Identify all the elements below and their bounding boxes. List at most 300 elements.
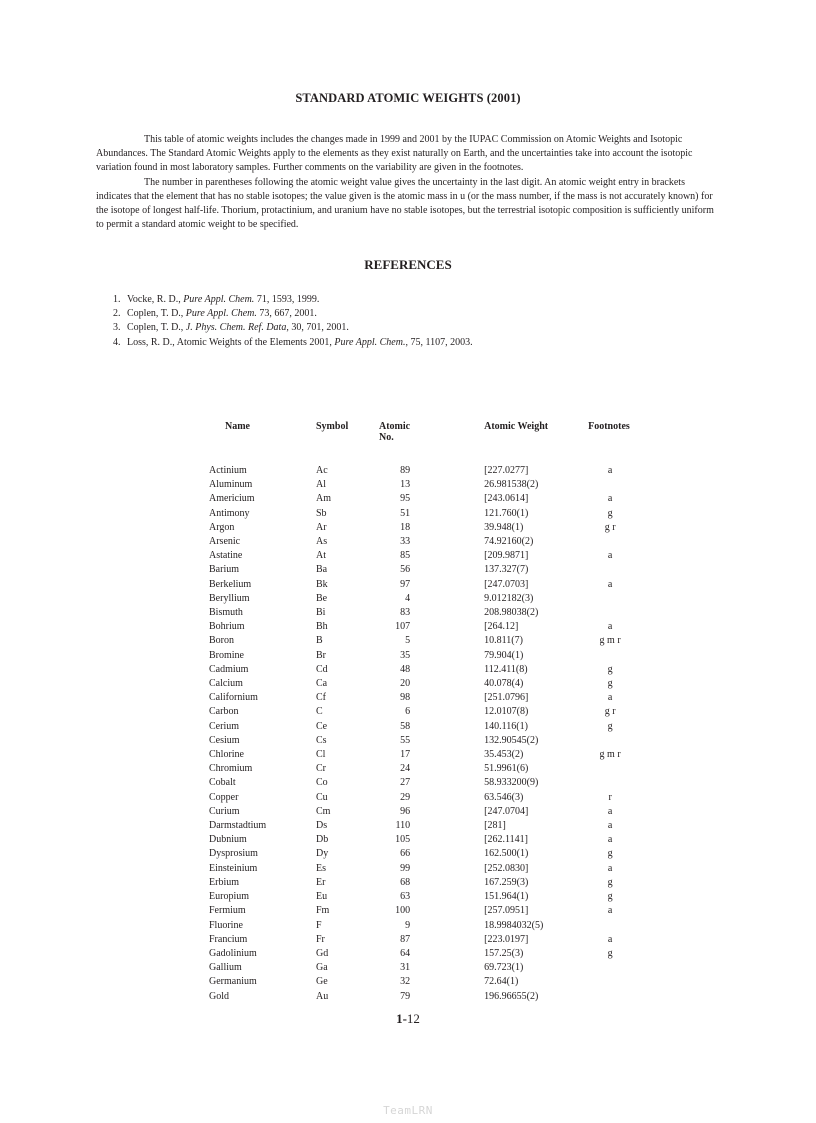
element-name: Calcium xyxy=(209,678,243,690)
column-gap xyxy=(410,734,484,748)
atomic-weight: 69.723(1) xyxy=(484,962,524,974)
reference-authors: Vocke, R. D., xyxy=(127,294,184,305)
element-name: Cesium xyxy=(209,734,240,746)
atomic-weights-table xyxy=(207,421,632,1004)
atomic-weight: 12.0107(8) xyxy=(484,706,529,718)
table-row xyxy=(207,919,632,933)
atomic-weight: [209.9871] xyxy=(484,550,529,562)
column-header-symbol: Symbol xyxy=(316,421,349,432)
page-number-value: 12 xyxy=(406,1011,420,1026)
atomic-weight: [281] xyxy=(484,820,506,832)
element-name: Boron xyxy=(209,635,234,647)
atomic-weight: 51.9961(6) xyxy=(484,763,529,775)
table-row xyxy=(207,975,632,989)
element-name: Americium xyxy=(209,493,255,505)
element-name: Cobalt xyxy=(209,777,236,789)
footnote-codes xyxy=(588,592,632,606)
column-gap xyxy=(410,492,484,506)
reference-journal: Pure Appl. Chem. xyxy=(185,308,257,320)
element-symbol: Au xyxy=(316,990,329,1002)
atomic-weight: 35.453(2) xyxy=(484,749,524,761)
element-symbol: Ca xyxy=(316,678,328,690)
element-symbol: Bk xyxy=(316,578,328,590)
element-name: Chlorine xyxy=(209,749,244,761)
element-name: Cerium xyxy=(209,720,239,732)
element-name: Erbium xyxy=(209,876,239,888)
element-name: Berkelium xyxy=(209,578,252,590)
atomic-weight: 151.964(1) xyxy=(484,891,529,903)
table-row xyxy=(207,521,632,535)
atomic-number: 51 xyxy=(400,507,411,519)
column-gap xyxy=(410,549,484,563)
atomic-weight: [223.0197] xyxy=(484,933,529,945)
atomic-weight: [264.12] xyxy=(484,621,519,633)
element-name: Astatine xyxy=(209,550,243,562)
table-row xyxy=(207,847,632,861)
footnote-codes xyxy=(588,776,632,790)
footnote-codes xyxy=(588,478,632,492)
footnote-codes xyxy=(588,762,632,776)
element-name: Carbon xyxy=(209,706,239,718)
element-symbol: Ce xyxy=(316,720,328,732)
atomic-number: 58 xyxy=(400,720,411,732)
reference-citation: 73, 667, 2001. xyxy=(256,308,317,320)
atomic-number: 18 xyxy=(400,521,411,533)
column-gap xyxy=(410,535,484,549)
atomic-number: 4 xyxy=(405,592,411,604)
footnote-codes: a xyxy=(607,905,613,917)
table-row xyxy=(207,677,632,691)
footnote-codes: g xyxy=(607,507,613,519)
element-symbol: Dy xyxy=(316,848,329,860)
column-gap xyxy=(410,890,484,904)
element-symbol: Al xyxy=(316,479,326,491)
atomic-number: 96 xyxy=(400,805,411,817)
footnote-codes: g r xyxy=(604,706,616,718)
element-name: Bromine xyxy=(209,649,244,661)
element-name: Einsteinium xyxy=(209,862,258,874)
table-row xyxy=(207,549,632,563)
element-symbol: C xyxy=(316,706,323,718)
atomic-weight: 112.411(8) xyxy=(484,663,528,675)
atomic-weight: [252.0830] xyxy=(484,862,529,874)
atomic-weight: 63.546(3) xyxy=(484,791,524,803)
element-name: Bohrium xyxy=(209,621,245,633)
atomic-weight: 9.012182(3) xyxy=(484,592,534,604)
element-symbol: Am xyxy=(316,493,331,505)
table-row xyxy=(207,933,632,947)
table-row xyxy=(207,464,632,478)
table-body xyxy=(207,464,632,1004)
footnote-codes: a xyxy=(607,834,613,846)
column-gap xyxy=(410,464,484,478)
footnote-codes: a xyxy=(607,621,613,633)
column-gap xyxy=(410,507,484,521)
element-name: Dubnium xyxy=(209,834,247,846)
atomic-weight: 157.25(3) xyxy=(484,947,524,959)
atomic-number: 33 xyxy=(400,536,411,548)
table-row xyxy=(207,805,632,819)
intro-paragraph-1: This table of atomic weights includes the changes made in 1999 and 2001 by the IUPAC Commission on Atomic Weights and Isotopic Abundances. The Standard Atomic Weights apply to the elements as they exist naturally on Earth, and the uncertainties take into account the isotopic variation found in most laboratory samples. Further comments on the variability are given in the footnotes. xyxy=(96,134,693,174)
column-gap xyxy=(410,876,484,890)
element-name: Dysprosium xyxy=(209,848,258,860)
column-gap xyxy=(410,634,484,648)
atomic-number: 48 xyxy=(400,663,411,675)
atomic-number: 5 xyxy=(405,635,411,647)
footnote-codes: g xyxy=(607,663,613,675)
footnote-codes: a xyxy=(607,578,613,590)
element-symbol: Cd xyxy=(316,663,328,675)
footnote-codes: a xyxy=(607,805,613,817)
element-symbol: Co xyxy=(316,777,328,789)
column-header-atomic-no: Atomic No. xyxy=(379,421,411,443)
atomic-weight: 74.92160(2) xyxy=(484,536,534,548)
footnote-codes xyxy=(588,975,632,989)
intro-paragraph-2: The number in parentheses following the atomic weight value gives the uncertainty in the last digit. An atomic weight entry in brackets indicates that the element that has no stable isotopes; the value given is the atomic mass in u (or the mass number, if the mass is not accurately known) for the isotope of longest half-life. Thorium, protactinium, and uranium have no stable isotopes, but the terrestrial isotopic composition is sufficiently uniform to permit a standard atomic weight to be specified. xyxy=(96,176,714,231)
atomic-weight: [262.1141] xyxy=(484,834,528,846)
footnote-codes xyxy=(588,919,632,933)
atomic-number: 24 xyxy=(400,763,411,775)
element-symbol: Ar xyxy=(316,521,327,533)
element-symbol: Fr xyxy=(316,933,325,945)
reference-text xyxy=(127,336,473,350)
atomic-weight: 72.64(1) xyxy=(484,976,519,988)
element-name: Germanium xyxy=(209,976,257,988)
column-gap xyxy=(410,805,484,819)
atomic-weight: 121.760(1) xyxy=(484,507,529,519)
footnote-codes xyxy=(588,535,632,549)
table-row xyxy=(207,776,632,790)
element-name: Gallium xyxy=(209,962,242,974)
atomic-number: 31 xyxy=(400,962,411,974)
atomic-number: 87 xyxy=(400,933,411,945)
atomic-weight: 40.078(4) xyxy=(484,678,524,690)
atomic-weight: [243.0614] xyxy=(484,493,529,505)
element-symbol: Cf xyxy=(316,692,326,704)
reference-journal: Pure Appl. Chem. xyxy=(183,294,255,305)
column-gap xyxy=(410,478,484,492)
element-symbol: Ac xyxy=(316,465,328,476)
reference-authors: Coplen, T. D., xyxy=(127,308,186,320)
atomic-weight: [251.0796] xyxy=(484,692,529,704)
element-name: Europium xyxy=(209,891,249,903)
element-name: Fermium xyxy=(209,905,246,917)
element-name: Gold xyxy=(209,990,229,1002)
atomic-number: 107 xyxy=(395,621,411,633)
table-row xyxy=(207,606,632,620)
atomic-weight: [247.0704] xyxy=(484,805,529,817)
watermark: TeamLRN xyxy=(383,1104,433,1117)
atomic-number: 100 xyxy=(395,905,411,917)
atomic-number: 97 xyxy=(400,578,411,590)
table-row xyxy=(207,492,632,506)
footnote-codes: g m r xyxy=(599,635,621,647)
footnote-codes xyxy=(588,990,632,1004)
atomic-number: 20 xyxy=(400,678,411,690)
element-symbol: Sb xyxy=(316,507,327,519)
table-row xyxy=(207,890,632,904)
element-symbol: Bh xyxy=(316,621,328,633)
element-symbol: Cr xyxy=(316,763,326,775)
table-row xyxy=(207,791,632,805)
reference-number: 4. xyxy=(113,336,121,348)
element-name: Actinium xyxy=(209,465,247,476)
element-symbol: Eu xyxy=(316,891,328,903)
table-row xyxy=(207,649,632,663)
atomic-number: 66 xyxy=(400,848,411,860)
element-symbol: Ba xyxy=(316,564,328,576)
footnote-codes: g xyxy=(607,848,613,860)
element-name: Barium xyxy=(209,564,239,576)
table-row xyxy=(207,876,632,890)
atomic-weight: 167.259(3) xyxy=(484,876,529,888)
column-gap xyxy=(410,791,484,805)
element-symbol: Er xyxy=(316,876,326,888)
atomic-number: 83 xyxy=(400,607,411,619)
intro-text xyxy=(96,133,722,232)
column-gap xyxy=(410,620,484,634)
atomic-number: 79 xyxy=(400,990,411,1002)
element-symbol: Gd xyxy=(316,947,329,959)
column-gap xyxy=(410,833,484,847)
element-name: Antimony xyxy=(209,507,250,519)
footnote-codes: g xyxy=(607,876,613,888)
table-row xyxy=(207,947,632,961)
table-row xyxy=(207,862,632,876)
table-row xyxy=(207,478,632,492)
atomic-weight: [227.0277] xyxy=(484,465,529,476)
reference-item xyxy=(113,321,473,335)
atomic-number: 13 xyxy=(400,479,411,491)
atomic-weight: 26.981538(2) xyxy=(484,479,539,491)
reference-authors: Coplen, T. D., xyxy=(127,322,186,334)
table-row xyxy=(207,748,632,762)
atomic-number: 17 xyxy=(400,749,411,761)
atomic-number: 55 xyxy=(400,734,411,746)
atomic-number: 64 xyxy=(400,947,411,959)
element-symbol: Db xyxy=(316,834,329,846)
atomic-weight: 140.116(1) xyxy=(484,720,528,732)
footnote-codes: g xyxy=(607,947,613,959)
column-gap xyxy=(410,862,484,876)
column-header-footnotes: Footnotes xyxy=(588,421,630,432)
atomic-number: 110 xyxy=(395,820,411,832)
column-gap xyxy=(410,705,484,719)
element-name: Curium xyxy=(209,805,240,817)
footnote-codes: g xyxy=(607,720,613,732)
column-gap xyxy=(410,990,484,1004)
table-row xyxy=(207,762,632,776)
column-gap xyxy=(410,947,484,961)
table-row xyxy=(207,535,632,549)
column-gap xyxy=(410,691,484,705)
atomic-number: 56 xyxy=(400,564,411,576)
reference-number: 3. xyxy=(113,322,121,334)
reference-citation: , 75, 1107, 2003. xyxy=(405,336,473,348)
column-gap xyxy=(410,961,484,975)
element-name: Arsenic xyxy=(209,536,241,548)
table-row xyxy=(207,507,632,521)
column-gap xyxy=(410,847,484,861)
element-name: Californium xyxy=(209,692,258,704)
column-gap xyxy=(410,592,484,606)
element-name: Darmstadtium xyxy=(209,820,267,832)
footnote-codes xyxy=(588,734,632,748)
atomic-number: 32 xyxy=(400,976,411,988)
column-gap xyxy=(410,919,484,933)
atomic-weight: 162.500(1) xyxy=(484,848,529,860)
table-row xyxy=(207,720,632,734)
element-symbol: Bi xyxy=(316,607,326,619)
column-gap xyxy=(410,748,484,762)
reference-number: 1. xyxy=(113,294,121,305)
element-name: Argon xyxy=(209,521,235,533)
reference-journal: J. Phys. Chem. Ref. Data xyxy=(185,322,287,334)
atomic-weight: 208.98038(2) xyxy=(484,607,539,619)
reference-item xyxy=(113,336,473,350)
column-header-name: Name xyxy=(225,421,250,432)
table-header-row xyxy=(207,421,632,443)
atomic-number: 29 xyxy=(400,791,411,803)
footnote-codes: a xyxy=(607,550,613,562)
column-gap xyxy=(410,606,484,620)
table-row xyxy=(207,961,632,975)
table-row xyxy=(207,592,632,606)
column-gap xyxy=(410,762,484,776)
footnote-codes: g r xyxy=(604,521,616,533)
atomic-weight: [257.0951] xyxy=(484,905,529,917)
atomic-number: 85 xyxy=(400,550,411,562)
table-row xyxy=(207,563,632,577)
element-name: Bismuth xyxy=(209,607,243,619)
column-gap xyxy=(410,421,484,443)
element-name: Aluminum xyxy=(209,479,253,491)
atomic-weight: [247.0703] xyxy=(484,578,529,590)
table-row xyxy=(207,819,632,833)
element-symbol: Ga xyxy=(316,962,328,974)
reference-citation: , 30, 701, 2001. xyxy=(286,322,349,334)
footnote-codes: a xyxy=(607,692,613,704)
reference-authors: Loss, R. D., Atomic Weights of the Elements 2001, xyxy=(127,336,335,348)
element-name: Cadmium xyxy=(209,663,249,675)
column-gap xyxy=(410,663,484,677)
footnote-codes xyxy=(588,606,632,620)
element-symbol: Fm xyxy=(316,905,330,917)
footnote-codes: a xyxy=(607,933,613,945)
page-title: STANDARD ATOMIC WEIGHTS (2001) xyxy=(295,91,521,105)
footnote-codes: g m r xyxy=(599,749,621,761)
atomic-number: 35 xyxy=(400,649,411,661)
table-row xyxy=(207,904,632,918)
reference-text xyxy=(127,293,319,307)
atomic-weight: 79.904(1) xyxy=(484,649,524,661)
element-name: Beryllium xyxy=(209,592,250,604)
references-heading: REFERENCES xyxy=(364,257,452,272)
element-symbol: F xyxy=(316,919,322,931)
page-number-section: 1- xyxy=(396,1011,407,1026)
column-gap xyxy=(410,819,484,833)
reference-item xyxy=(113,293,473,307)
atomic-weight: 58.933200(9) xyxy=(484,777,539,789)
atomic-weight: 132.90545(2) xyxy=(484,734,539,746)
element-symbol: Br xyxy=(316,649,326,661)
references-list xyxy=(113,293,473,350)
element-symbol: Cm xyxy=(316,805,331,817)
column-gap xyxy=(410,720,484,734)
footnote-codes: r xyxy=(608,791,612,803)
table-row xyxy=(207,634,632,648)
atomic-number: 6 xyxy=(405,706,411,718)
table-row xyxy=(207,990,632,1004)
element-name: Fluorine xyxy=(209,919,243,931)
atomic-number: 95 xyxy=(400,493,411,505)
table-row xyxy=(207,705,632,719)
footnote-codes: a xyxy=(607,820,613,832)
element-symbol: Ds xyxy=(316,820,328,832)
column-gap xyxy=(410,975,484,989)
element-symbol: Be xyxy=(316,592,328,604)
reference-journal: Pure Appl. Chem. xyxy=(334,336,406,348)
footnote-codes: g xyxy=(607,891,613,903)
table-row xyxy=(207,620,632,634)
atomic-weight: 10.811(7) xyxy=(484,635,523,647)
column-gap xyxy=(410,904,484,918)
element-name: Francium xyxy=(209,933,248,945)
column-gap xyxy=(410,578,484,592)
table-row xyxy=(207,691,632,705)
reference-text xyxy=(127,307,317,321)
table-row xyxy=(207,734,632,748)
atomic-number: 105 xyxy=(395,834,411,846)
element-name: Copper xyxy=(209,791,239,803)
footnote-codes xyxy=(588,961,632,975)
element-symbol: Cl xyxy=(316,749,326,761)
column-gap xyxy=(410,649,484,663)
atomic-weight: 196.96655(2) xyxy=(484,990,539,1002)
footnote-codes: g xyxy=(607,678,613,690)
atomic-number: 89 xyxy=(400,465,411,476)
element-symbol: Ge xyxy=(316,976,328,988)
footnote-codes xyxy=(588,563,632,577)
page-number xyxy=(0,1011,816,1027)
atomic-weight: 18.9984032(5) xyxy=(484,919,544,931)
atomic-number: 98 xyxy=(400,692,411,704)
footnote-codes xyxy=(588,649,632,663)
atomic-number: 68 xyxy=(400,876,411,888)
element-symbol: As xyxy=(316,536,328,548)
footnote-codes: a xyxy=(607,465,613,476)
element-symbol: B xyxy=(316,635,323,647)
footnote-codes: a xyxy=(607,862,613,874)
atomic-weight: 39.948(1) xyxy=(484,521,524,533)
column-gap xyxy=(410,563,484,577)
reference-text xyxy=(127,321,349,335)
element-symbol: Cs xyxy=(316,734,327,746)
atomic-number: 99 xyxy=(400,862,411,874)
atomic-number: 27 xyxy=(400,777,411,789)
element-symbol: Es xyxy=(316,862,326,874)
element-symbol: Cu xyxy=(316,791,328,803)
column-gap xyxy=(410,521,484,535)
reference-citation: 71, 1593, 1999. xyxy=(254,294,320,305)
reference-item xyxy=(113,307,473,321)
table-row xyxy=(207,833,632,847)
table-row xyxy=(207,663,632,677)
column-gap xyxy=(410,933,484,947)
reference-number: 2. xyxy=(113,308,121,320)
footnote-codes: a xyxy=(607,493,613,505)
atomic-number: 63 xyxy=(400,891,411,903)
